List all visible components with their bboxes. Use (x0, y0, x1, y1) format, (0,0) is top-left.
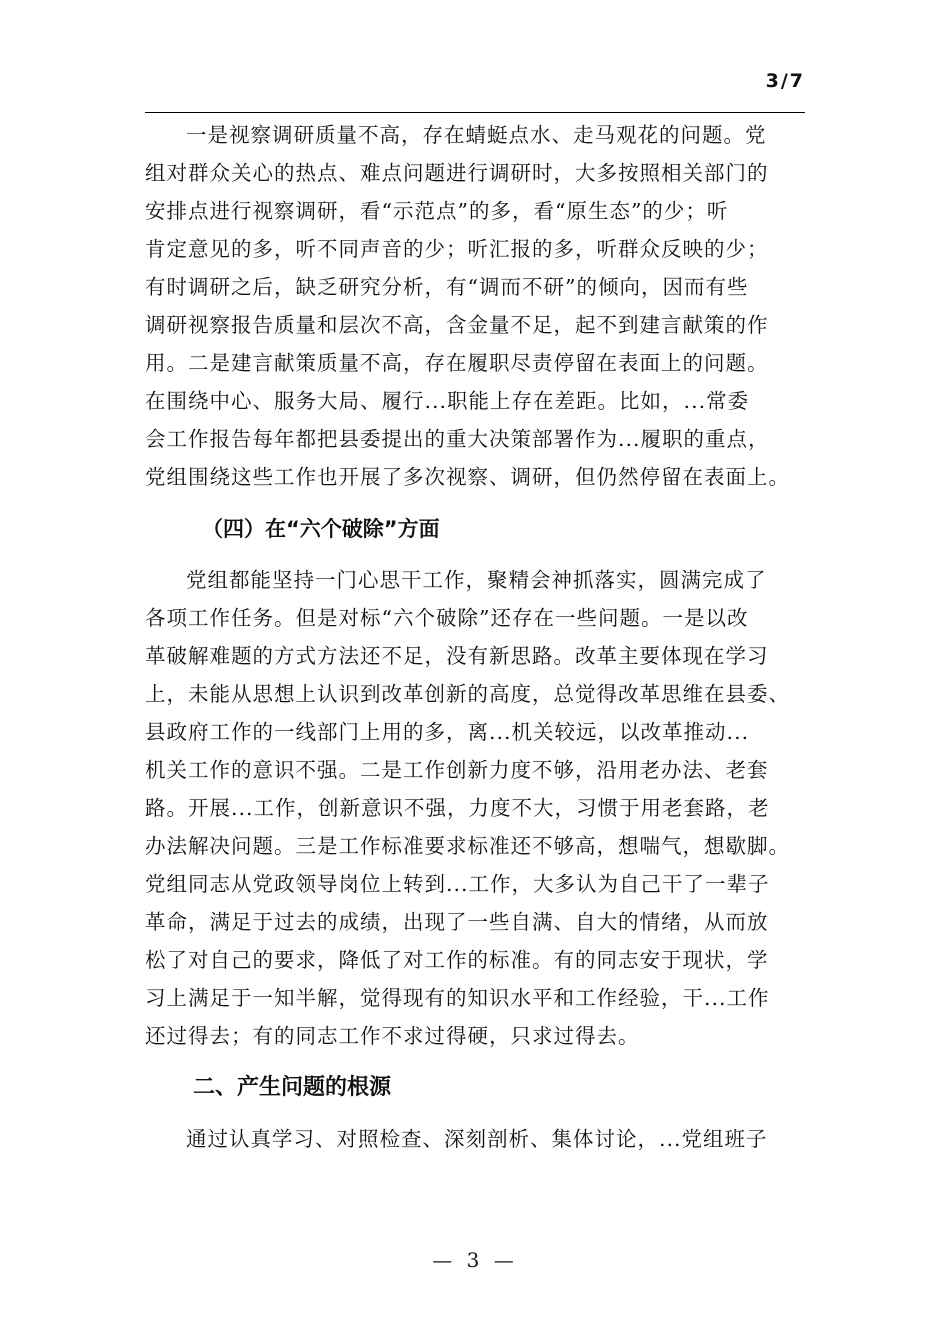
text-line: 革破解难题的方式方法还不足，没有新思路。改革主要体现在学习 (145, 644, 769, 668)
text-line: 组对群众关心的热点、难点问题进行调研时，大多按照相关部门的 (145, 161, 769, 185)
text-line: 用。二是建言献策质量不高，存在履职尽责停留在表面上的问题。 (145, 351, 769, 375)
text-line: 有时调研之后，缺乏研究分析，有“调而不研”的倾向，因而有些 (145, 275, 749, 299)
text-line: 会工作报告每年都把县委提出的重大决策部署作为...履职的重点， (145, 427, 770, 451)
text-line: 党组同志从党政领导岗位上转到...工作，大多认为自己干了一辈子 (145, 872, 770, 896)
text-line: 安排点进行视察调研，看“示范点”的多，看“原生态”的少；听 (145, 199, 729, 223)
text-line: 办法解决问题。三是工作标准要求标准还不够高，想喘气，想歇脚。 (145, 834, 790, 858)
text-line: 上，未能从思想上认识到改革创新的高度，总觉得改革思维在县委、 (145, 682, 790, 706)
paragraph-six-breakings (145, 561, 805, 1055)
text-line: 革命，满足于过去的成绩，出现了一些自满、自大的情绪，从而放 (145, 910, 769, 934)
text-line: 各项工作任务。但是对标“六个破除”还存在一些问题。一是以改 (145, 606, 749, 630)
text-line: 一是视察调研质量不高，存在蜻蜓点水、走马观花的问题。党 (186, 123, 767, 147)
page-indicator: 3/7 (765, 70, 805, 92)
paragraph-research-quality (145, 116, 805, 496)
text-line: 肯定意见的多，听不同声音的少；听汇报的多，听群众反映的少； (145, 237, 769, 261)
text-line: 调研视察报告质量和层次不高，含金量不足，起不到建言献策的作 (145, 313, 769, 337)
header-divider (145, 112, 805, 113)
text-line: 路。开展...工作，创新意识不强，力度不大，习惯于用老套路，老 (145, 796, 770, 820)
text-line: 党组围绕这些工作也开展了多次视察、调研，但仍然停留在表面上。 (145, 465, 790, 489)
text-line: 还过得去；有的同志工作不求过得硬，只求过得去。 (145, 1024, 640, 1048)
section-heading-four: （四）在“六个破除”方面 (202, 517, 440, 541)
section-heading-root-causes: 二、产生问题的根源 (193, 1075, 392, 1100)
document-body (145, 116, 805, 1158)
text-line: 机关工作的意识不强。二是工作创新力度不够，沿用老办法、老套 (145, 758, 769, 782)
text-line: 习上满足于一知半解，觉得现有的知识水平和工作经验，干...工作 (145, 986, 770, 1010)
text-line: 通过认真学习、对照检查、深刻剖析、集体讨论，...党组班子 (186, 1127, 768, 1151)
text-line: 县政府工作的一线部门上用的多，离...机关较远，以改革推动... (145, 720, 750, 744)
text-line: 党组都能坚持一门心思干工作，聚精会神抓落实，圆满完成了 (186, 568, 767, 592)
footer-page-number: — 3 — (432, 1248, 518, 1272)
paragraph-root-causes-intro (145, 1120, 805, 1158)
text-line: 松了对自己的要求，降低了对工作的标准。有的同志安于现状，学 (145, 948, 769, 972)
text-line: 在围绕中心、服务大局、履行...职能上存在差距。比如，...常委 (145, 389, 750, 413)
